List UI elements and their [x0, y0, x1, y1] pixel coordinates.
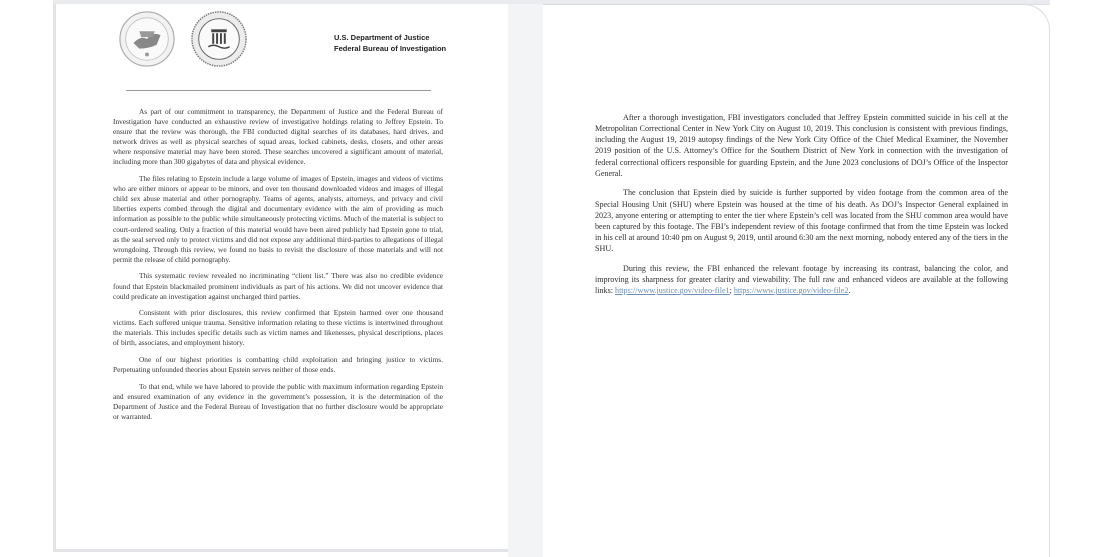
paragraph-end: . — [848, 286, 851, 296]
paragraph: Consistent with prior disclosures, this review confirmed that Epstein harmed over one thousand victims. Each suffered unique trauma. Sensitive information relating to these victims is intertwined throughout the materials. This includes specific details such as victim names and likenesses, physical descriptions, places of birth, associates, and employment history. — [113, 308, 443, 348]
doj-seal-icon — [118, 10, 176, 68]
paragraph-text: During this review, the FBI enhanced the relevant footage by increasing its contrast, balancing the color, and improving its sharpness for greater clarity and viewability. The full raw and enhanced videos are available at the following links: — [595, 263, 1008, 296]
paragraph-with-links — [595, 263, 1008, 296]
letterhead-department: U.S. Department of Justice — [334, 33, 430, 42]
paragraph: As part of our commitment to transparency, the Department of Justice and the Federal Bureau of Investigation have conducted an exhaustive review of investigative holdings relating to Jeffrey Epstein. To ensure that the review was thorough, the FBI conducted digital searches of its databases, hard drives, and network drives as well as physical searches of squad areas, locked cabinets, desks, closets, and other areas where responsive material may have been stored. These searches uncovered a significant amount of material, including more than 300 gigabytes of data and physical evidence. — [113, 107, 443, 167]
page-gutter — [508, 4, 544, 557]
paragraph: The conclusion that Epstein died by suicide is further supported by video footage from the common area of the Special Housing Unit (SHU) where Epstein was housed at the time of his death. As DOJ’s Inspector General explained in 2023, anyone entering or attempting to enter the tier where Epstein’s cell was located from the SHU common area would have been captured by this footage. The FBI’s independent review of this footage confirmed that from the time Epstein was locked in his cell at around 10:40 pm on August 9, 2019, until around 6:30 am the next morning, nobody entered any of the tiers in the SHU. — [595, 188, 1008, 254]
link-separator: ; — [729, 286, 734, 296]
page-1-body — [113, 107, 443, 429]
paragraph: The files relating to Epstein include a large volume of images of Epstein, images and videos of victims who are either minors or appear to be minors, and over ten thousand downloaded videos and images of illegal child sex abuse material and other pornography. Teams of agents, analysts, attorneys, and privacy and civil liberties experts combed through the digital and documentary evidence with the aim of providing as much information as possible to the public while simultaneously protecting victims. Much of the material is subject to court-ordered sealing. Only a fraction of this material would have been aired publicly had Epstein gone to trial, as the seal served only to protect victims and did not expose any additional third-parties to allegations of illegal wrongdoing. Through this review, we found no basis to revisit the disclosure of those materials and will not permit the release of child pornography. — [113, 174, 443, 264]
letterhead-bureau: Federal Bureau of Investigation — [334, 44, 447, 53]
paragraph: To that end, while we have labored to provide the public with maximum information regarding Epstein and ensured examination of any evidence in the government’s possession, it is the determination of the Department of Justice and the Federal Bureau of Investigation that no further disclosure would be appropriate or warranted. — [113, 381, 443, 422]
video-file2-link[interactable]: https://www.justice.gov/video-file2 — [733, 286, 849, 296]
video-file1-link[interactable]: https://www.justice.gov/video-file1 — [615, 286, 730, 296]
letterhead — [334, 32, 446, 54]
seal-group — [118, 10, 248, 68]
paragraph: This systematic review revealed no incriminating “client list.” There was also no credible evidence found that Epstein blackmailed prominent individuals as part of his actions. We did not uncover evidence that could predicate an investigation against uncharged third parties. — [113, 271, 443, 301]
fbi-seal-icon — [190, 10, 248, 68]
paragraph: One of our highest priorities is combatting child exploitation and bringing justice to victims. Perpetuating unfounded theories about Epstein serves neither of those ends. — [113, 355, 443, 375]
page-2-body — [595, 112, 1008, 305]
document-page-1 — [53, 4, 508, 552]
paragraph: After a thorough investigation, FBI investigators concluded that Jeffrey Epstein committed suicide in his cell at the Metropolitan Correctional Center in New York City on August 10, 2019. This conclusion is consistent with previous findings, including the August 19, 2019 autopsy findings of the New York City Office of the Chief Medical Examiner, the November 2019 position of the U.S. Attorney’s Office for the Southern District of New York in connection with the investigation of federal correctional officers responsible for guarding Epstein, and the June 2023 conclusions of DOJ’s Office of the Inspector General. — [595, 113, 1008, 178]
document-page-2 — [543, 4, 1050, 557]
header-divider — [126, 90, 431, 91]
